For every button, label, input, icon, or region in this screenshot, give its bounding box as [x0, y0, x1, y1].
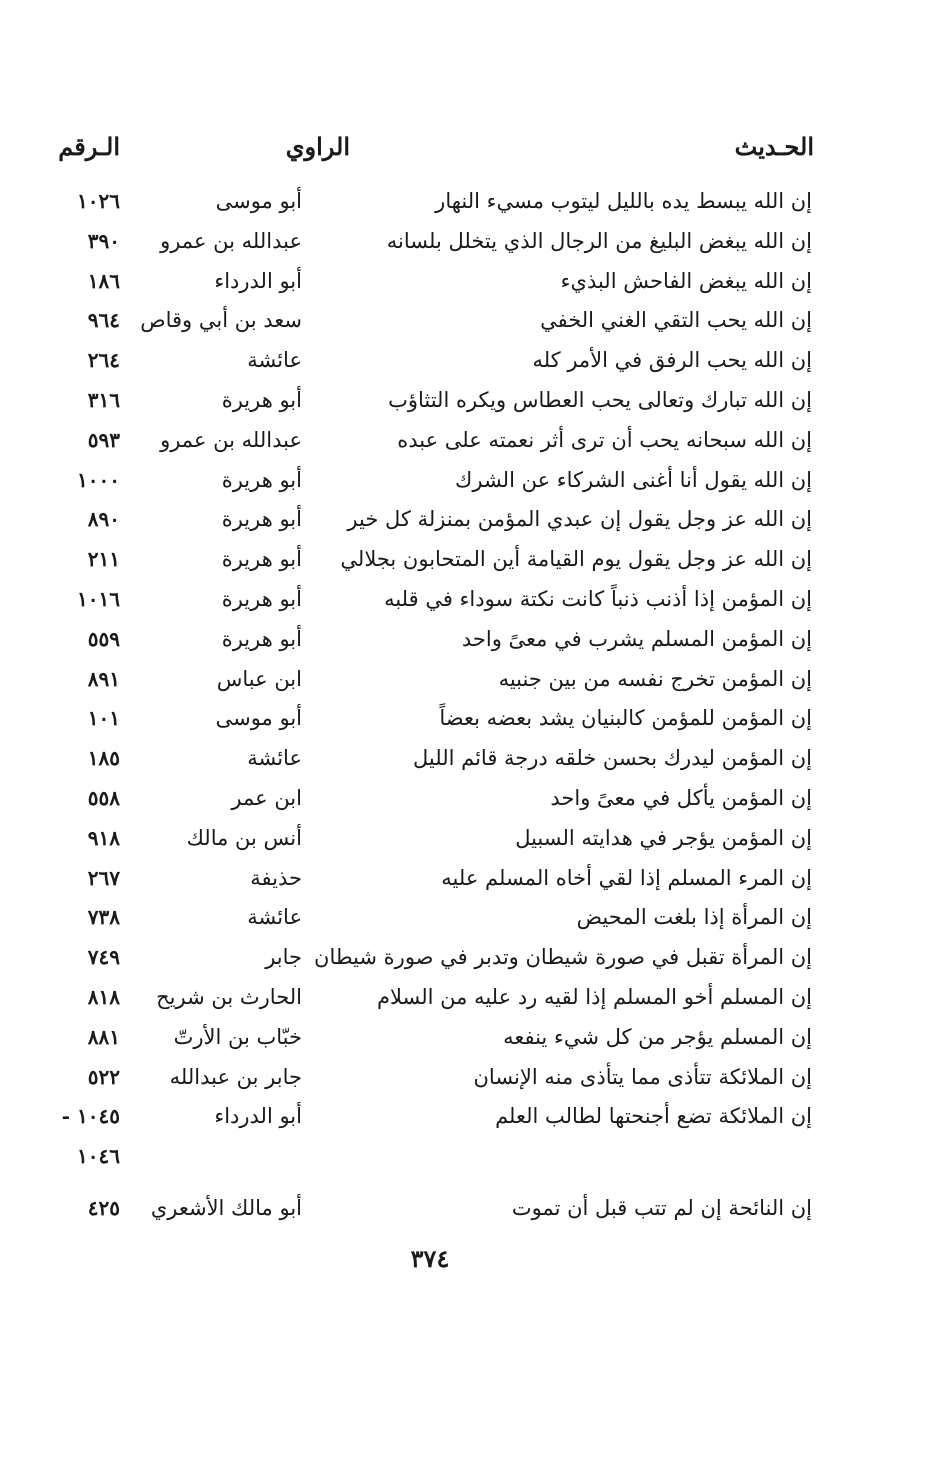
header-hadith: الحـديث	[734, 132, 814, 161]
hadith-number: ٩٦٤	[87, 308, 120, 333]
hadith-text: إن المرأة إذا بلغت المحيض	[576, 905, 812, 930]
narrator-name: عائشة	[247, 746, 302, 771]
hadith-number: ٤٢٥	[87, 1195, 120, 1220]
narrator-name: ابن عباس	[216, 666, 302, 691]
hadith-number: ١٨٥	[87, 746, 120, 771]
hadith-text: إن الله يحب الرفق في الأمر كله	[532, 348, 812, 373]
table-row	[40, 981, 820, 1021]
hadith-text: إن المرء المسلم إذا لقي أخاه المسلم عليه	[441, 865, 812, 890]
hadith-text: إن المؤمن تخرج نفسه من بين جنبيه	[498, 666, 812, 691]
hadith-number: ١٠١	[87, 706, 120, 731]
hadith-text: إن الله يقول أنا أغنى الشركاء عن الشرك	[455, 467, 812, 492]
hadith-text: إن المؤمن إذا أذنب ذنباً كانت نكتة سوداء في قلبه	[384, 586, 812, 611]
table-row	[40, 503, 820, 543]
table-row	[40, 583, 820, 623]
table-row	[40, 663, 820, 703]
hadith-text: إن الله يبسط يده بالليل ليتوب مسيء النهار	[435, 189, 812, 213]
hadith-number: ٥٩٣	[87, 427, 120, 452]
table-row	[40, 304, 820, 344]
narrator-name: حذيفة	[250, 865, 302, 890]
table-row	[40, 1192, 820, 1232]
narrator-name: عبدالله بن عمرو	[160, 228, 302, 253]
hadith-number: ١٨٦	[87, 268, 120, 293]
narrator-name: أبو الدرداء	[214, 268, 302, 293]
hadith-number: ١٠٢٦	[77, 189, 120, 213]
hadith-text: إن الله يبغض الفاحش البذيء	[560, 268, 812, 293]
hadith-number: ١٠١٦	[77, 586, 120, 611]
table-row	[40, 225, 820, 265]
hadith-text: إن الله عز وجل يقول يوم القيامة أين المتحابون بجلالي	[340, 547, 812, 572]
hadith-number: ١٠٤٥ -	[61, 1104, 120, 1129]
hadith-text: إن المؤمن المسلم يشرب في معىً واحد	[461, 626, 812, 651]
narrator-name: عائشة	[247, 348, 302, 373]
table-header	[40, 122, 820, 172]
hadith-text: إن المؤمن للمؤمن كالبنيان يشد بعضه بعضاً	[439, 706, 812, 731]
header-rawi: الراوي	[285, 132, 350, 161]
hadith-number: ٥٢٢	[87, 1064, 120, 1089]
hadith-text: إن الله سبحانه يحب أن ترى أثر نعمته على عبده	[397, 427, 812, 452]
hadith-text: إن المؤمن ليدرك بحسن خلقه درجة قائم الليل	[413, 746, 812, 771]
hadith-number: ٣١٦	[87, 387, 120, 412]
hadith-text: إن المسلم يؤجر من كل شيء ينفعه	[503, 1024, 812, 1049]
table-row	[40, 941, 820, 981]
table-row	[40, 344, 820, 384]
narrator-name: أبو مالك الأشعري	[150, 1195, 302, 1220]
narrator-name: ابن عمر	[231, 785, 302, 810]
narrator-name: جابر	[265, 945, 302, 970]
table-row	[40, 782, 820, 822]
narrator-name: عبدالله بن عمرو	[160, 427, 302, 452]
hadith-text: إن المرأة تقبل في صورة شيطان وتدبر في صورة شيطان	[314, 945, 812, 970]
hadith-number: ٩١٨	[87, 825, 120, 850]
narrator-name: أبو موسى	[215, 189, 302, 213]
hadith-number: ٥٥٨	[87, 785, 120, 810]
hadith-text: إن المؤمن يؤجر في هدايته السبيل	[515, 825, 812, 850]
table-row	[40, 543, 820, 583]
hadith-number: ٨٩١	[87, 666, 120, 691]
hadith-number: ٢٦٧	[87, 865, 120, 890]
narrator-name: أبو هريرة	[221, 626, 302, 651]
narrator-name: أبو هريرة	[221, 586, 302, 611]
table-row	[40, 265, 820, 305]
narrator-name: أبو موسى	[215, 706, 302, 731]
narrator-name: أنس بن مالك	[186, 825, 302, 850]
table-row	[40, 384, 820, 424]
hadith-number: ١٠٠٠	[77, 467, 120, 492]
hadith-text: إن الملائكة تتأذى مما يتأذى منه الإنسان	[473, 1064, 812, 1089]
narrator-name: أبو هريرة	[221, 387, 302, 412]
narrator-name: الحارث بن شريح	[156, 984, 302, 1009]
table-row	[40, 424, 820, 464]
hadith-text: إن المسلم أخو المسلم إذا لقيه رد عليه من السلام	[376, 984, 812, 1009]
hadith-number: ٣٩٠	[87, 228, 120, 253]
narrator-name: خبّاب بن الأرتّ	[173, 1024, 302, 1049]
table-row	[40, 901, 820, 941]
hadith-number: ٢٦٤	[87, 348, 120, 373]
hadith-number: ٥٥٩	[87, 626, 120, 651]
table-row	[40, 1140, 820, 1180]
table-row	[40, 623, 820, 663]
hadith-number: ١٠٤٦	[77, 1144, 120, 1169]
table-row	[40, 742, 820, 782]
narrator-name: أبو هريرة	[221, 547, 302, 572]
narrator-name: أبو هريرة	[221, 467, 302, 492]
table-row	[40, 822, 820, 862]
hadith-text: إن الله تبارك وتعالى يحب العطاس ويكره التثاؤب	[388, 387, 812, 412]
narrator-name: أبو هريرة	[221, 507, 302, 532]
hadith-text: إن المؤمن يأكل في معىً واحد	[550, 785, 812, 810]
header-raqm: الـرقم	[58, 132, 120, 161]
hadith-number: ٨٨١	[87, 1024, 120, 1049]
narrator-name: أبو الدرداء	[214, 1104, 302, 1129]
narrator-name: سعد بن أبي وقاص	[140, 308, 302, 333]
hadith-table	[40, 185, 820, 1232]
table-row	[40, 185, 820, 225]
table-row	[40, 862, 820, 902]
table-row	[40, 1100, 820, 1140]
page-number: ٣٧٤	[410, 1244, 450, 1273]
hadith-text: إن النائحة إن لم تتب قبل أن تموت	[511, 1195, 812, 1220]
table-row	[40, 1061, 820, 1101]
table-row	[40, 464, 820, 504]
hadith-number: ٧٤٩	[87, 945, 120, 970]
hadith-number: ٧٣٨	[87, 905, 120, 930]
hadith-text: إن الملائكة تضع أجنحتها لطالب العلم	[495, 1104, 812, 1129]
narrator-name: جابر بن عبدالله	[169, 1064, 302, 1089]
table-row	[40, 702, 820, 742]
hadith-text: إن الله يحب التقي الغني الخفي	[540, 308, 812, 333]
hadith-number: ٨١٨	[87, 984, 120, 1009]
hadith-text: إن الله يبغض البليغ من الرجال الذي يتخلل بلسانه	[386, 228, 812, 253]
hadith-text: إن الله عز وجل يقول إن عبدي المؤمن بمنزلة كل خير	[347, 507, 812, 532]
hadith-number: ٢١١	[87, 547, 120, 572]
table-row	[40, 1021, 820, 1061]
narrator-name: عائشة	[247, 905, 302, 930]
hadith-number: ٨٩٠	[87, 507, 120, 532]
